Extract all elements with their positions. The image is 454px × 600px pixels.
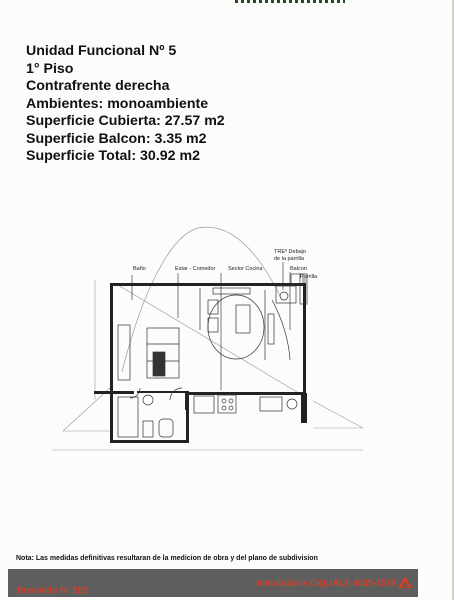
label-estar-comedor: Estar - Comedor (175, 266, 216, 272)
footer-banner (8, 569, 418, 597)
context-lines (52, 280, 363, 450)
exterior-walls (94, 283, 307, 443)
total-area-label: Superficie Total: 30.92 m2 (26, 148, 200, 164)
label-sector-cocina: Sector Cocina (228, 266, 263, 272)
covered-area-label: Superficie Cubierta: 27.57 m2 (26, 113, 225, 129)
label-bano: Baño (133, 266, 146, 272)
balcony-area-label: Superficie Balcon: 3.35 m2 (26, 130, 207, 147)
label-tre-line1: TREº Debajo (274, 249, 306, 255)
label-tre-line2: de la parrilla (274, 256, 304, 262)
orientation-label: Contrafrente derecha (26, 78, 170, 94)
triangle-logo-icon (398, 576, 412, 588)
floor-label: 1° Piso (26, 60, 74, 77)
label-balcon: Balcon (290, 266, 307, 272)
rooms-label: Ambientes: monoambiente (26, 95, 209, 112)
footer-left-text: Boseaido N° 282 (17, 585, 88, 595)
measurement-note: Nota: Las medidas definitivas resultaran de la medicion de obra y del plano de subdivision (16, 555, 318, 562)
interior-details (118, 274, 307, 437)
door-swing-arc (122, 227, 282, 372)
footer-agency-text: Inmobiliaria CIQUALE 4835-1575 (256, 578, 396, 588)
label-parrilla: Parrilla (300, 274, 318, 280)
unit-title: Unidad Funcional Nº 5 (26, 43, 177, 59)
